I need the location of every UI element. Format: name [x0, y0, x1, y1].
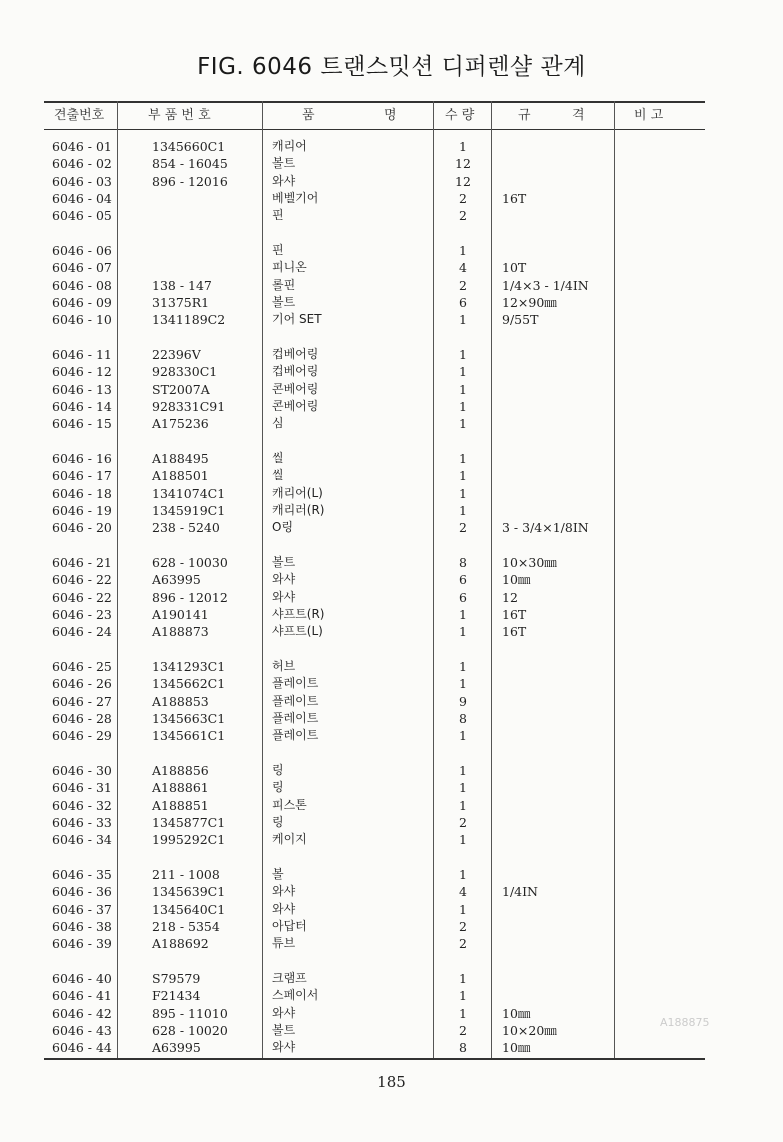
page-number: 185 — [377, 1073, 406, 1091]
part-name-cell: 볼트 — [272, 156, 296, 171]
ref-cell: 6046 - 03 — [52, 173, 112, 189]
table-row — [0, 589, 783, 606]
ref-cell: 6046 - 06 — [52, 243, 112, 258]
table-top-rule — [44, 101, 705, 103]
part-name-cell: 와샤 — [272, 173, 296, 188]
spec-cell: 10×30㎜ — [502, 554, 557, 570]
qty-cell: 8 — [459, 554, 467, 570]
spec-cell: 1/4×3 - 1/4IN — [502, 277, 589, 293]
part-number-cell: 854 - 16045 — [152, 156, 228, 172]
table-row — [0, 987, 783, 1004]
qty-cell: 1 — [459, 381, 467, 397]
table-row — [0, 675, 783, 692]
qty-cell: 1 — [459, 970, 467, 986]
table-row — [0, 606, 783, 623]
qty-cell: 9 — [459, 693, 467, 709]
ref-cell: 6046 - 31 — [52, 780, 112, 796]
ref-cell: 6046 - 17 — [52, 468, 112, 484]
ref-cell: 6046 - 37 — [52, 901, 112, 917]
table-row — [0, 797, 783, 814]
ref-cell: 6046 - 02 — [52, 156, 112, 172]
qty-cell: 6 — [459, 589, 467, 605]
header-part-number: 부 품 번 호 — [148, 108, 211, 123]
table-row — [0, 571, 783, 588]
spec-cell: 16T — [502, 191, 527, 206]
header-ref: 견출번호 — [54, 108, 105, 123]
part-number-cell: A188501 — [152, 468, 209, 484]
part-name-cell: 와샤 — [272, 1005, 296, 1020]
part-number-cell: 1345661C1 — [152, 728, 226, 744]
part-number-cell: 238 - 5240 — [152, 520, 220, 536]
part-name-cell: 플레이트 — [272, 676, 319, 691]
watermark: A188875 — [660, 1016, 710, 1029]
table-row — [0, 502, 783, 519]
ref-cell: 6046 - 18 — [52, 485, 112, 501]
part-name-cell: 크램프 — [272, 970, 307, 985]
part-number-cell: 1345640C1 — [152, 901, 226, 917]
qty-cell: 2 — [459, 1022, 467, 1038]
ref-cell: 6046 - 35 — [52, 866, 112, 882]
spec-cell: 12 — [502, 589, 518, 605]
table-row — [0, 918, 783, 935]
ref-cell: 6046 - 24 — [52, 624, 112, 640]
part-name-cell: 컵베어링 — [272, 347, 319, 361]
table-row — [0, 346, 783, 363]
part-name-cell: 와샤 — [272, 901, 296, 916]
part-number-cell: 928330C1 — [152, 364, 218, 380]
part-name-cell: 샤프트(L) — [272, 624, 323, 639]
ref-cell: 6046 - 21 — [52, 554, 112, 570]
part-name-cell: 롤핀 — [272, 277, 296, 292]
table-row — [0, 485, 783, 502]
qty-cell: 8 — [459, 1040, 467, 1056]
table-row — [0, 363, 783, 380]
part-number-cell: 1341074C1 — [152, 485, 226, 501]
ref-cell: 6046 - 32 — [52, 797, 112, 813]
qty-cell: 1 — [459, 468, 467, 484]
part-number-cell: A188853 — [152, 693, 209, 709]
qty-cell: 12 — [455, 156, 471, 172]
qty-cell: 4 — [459, 260, 467, 276]
header-name: 품 — [302, 108, 315, 123]
part-number-cell: 1345663C1 — [152, 710, 226, 726]
qty-cell: 2 — [459, 191, 467, 206]
part-number-cell: 31375R1 — [152, 295, 210, 310]
part-name-cell: 볼트 — [272, 295, 296, 309]
part-number-cell: 211 - 1008 — [152, 866, 220, 882]
qty-cell: 1 — [459, 676, 467, 692]
ref-cell: 6046 - 25 — [52, 658, 112, 674]
part-name-cell: 와샤 — [272, 589, 296, 604]
part-number-cell: 1341293C1 — [152, 658, 226, 674]
table-row — [0, 901, 783, 918]
part-name-cell: 플레이트 — [272, 693, 319, 708]
ref-cell: 6046 - 28 — [52, 710, 112, 726]
part-name-cell: 플레이트 — [272, 710, 319, 725]
part-number-cell: 1341189C2 — [152, 312, 226, 328]
part-name-cell: 캐리러(R) — [272, 502, 325, 517]
ref-cell: 6046 - 09 — [52, 295, 112, 310]
ref-cell: 6046 - 22 — [52, 589, 112, 605]
table-row — [0, 779, 783, 796]
table-row — [0, 1039, 783, 1056]
part-name-cell: 와샤 — [272, 572, 296, 587]
qty-cell: 1 — [459, 728, 467, 744]
table-row — [0, 658, 783, 675]
table-row — [0, 762, 783, 779]
ref-cell: 6046 - 19 — [52, 502, 112, 518]
table-row — [0, 207, 783, 224]
table-row — [0, 155, 783, 172]
ref-cell: 6046 - 13 — [52, 381, 112, 397]
qty-cell: 1 — [459, 502, 467, 518]
part-name-cell: 콘베어링 — [272, 398, 319, 413]
table-row — [0, 311, 783, 328]
part-number-cell: 1995292C1 — [152, 832, 226, 848]
part-name-cell: 볼 — [272, 866, 284, 881]
qty-cell: 1 — [459, 606, 467, 622]
part-name-cell: 튜브 — [272, 936, 296, 951]
qty-cell: 1 — [459, 347, 467, 362]
qty-cell: 1 — [459, 485, 467, 501]
spec-cell: 10㎜ — [502, 572, 531, 588]
qty-cell: 2 — [459, 520, 467, 536]
part-number-cell: S79579 — [152, 970, 201, 986]
part-number-cell: A63995 — [152, 572, 201, 588]
ref-cell: 6046 - 01 — [52, 139, 112, 154]
ref-cell: 6046 - 05 — [52, 208, 112, 224]
ref-cell: 6046 - 07 — [52, 260, 112, 276]
qty-cell: 1 — [459, 762, 467, 778]
page-title: FIG. 6046 트랜스밋션 디퍼렌샬 관계 — [197, 54, 586, 80]
part-name-cell: 링 — [272, 762, 284, 777]
ref-cell: 6046 - 27 — [52, 693, 112, 709]
part-number-cell: 628 - 10020 — [152, 1022, 228, 1038]
qty-cell: 1 — [459, 624, 467, 640]
part-number-cell: 218 - 5354 — [152, 918, 220, 934]
ref-cell: 6046 - 36 — [52, 884, 112, 900]
qty-cell: 1 — [459, 901, 467, 917]
ref-cell: 6046 - 42 — [52, 1005, 112, 1021]
part-name-cell: 링 — [272, 814, 284, 829]
qty-cell: 1 — [459, 797, 467, 813]
part-number-cell: 1345919C1 — [152, 502, 226, 518]
part-name-cell: 핀 — [272, 208, 284, 223]
spec-cell: 12×90㎜ — [502, 295, 557, 310]
ref-cell: 6046 - 23 — [52, 606, 112, 622]
part-name-cell: 기어 SET — [272, 312, 322, 327]
ref-cell: 6046 - 30 — [52, 762, 112, 778]
qty-cell: 4 — [459, 884, 467, 900]
qty-cell: 2 — [459, 918, 467, 934]
part-number-cell: 138 - 147 — [152, 277, 212, 293]
table-row — [0, 294, 783, 311]
ref-cell: 6046 - 29 — [52, 728, 112, 744]
ref-cell: 6046 - 14 — [52, 398, 112, 414]
table-row — [0, 883, 783, 900]
part-name-cell: 캐리어(L) — [272, 485, 323, 500]
part-number-cell: 22396V — [152, 347, 201, 362]
ref-cell: 6046 - 08 — [52, 277, 112, 293]
table-row — [0, 415, 783, 432]
spec-cell: 16T — [502, 606, 527, 622]
part-number-cell: A188873 — [152, 624, 209, 640]
spec-cell: 10㎜ — [502, 1040, 531, 1056]
qty-cell: 1 — [459, 450, 467, 466]
part-name-cell: 핀 — [272, 243, 284, 257]
header-spec-2: 격 — [572, 108, 585, 123]
part-number-cell: ST2007A — [152, 381, 210, 397]
header-note: 비 고 — [634, 108, 664, 123]
part-name-cell: 스페이서 — [272, 988, 319, 1003]
ref-cell: 6046 - 10 — [52, 312, 112, 328]
table-row — [0, 970, 783, 987]
part-number-cell: A175236 — [152, 416, 209, 432]
part-name-cell: 컵베어링 — [272, 364, 319, 379]
part-name-cell: 케이지 — [272, 832, 307, 847]
part-name-cell: 링 — [272, 780, 284, 795]
spec-cell: 9/55T — [502, 312, 539, 328]
table-row — [0, 190, 783, 207]
table-bottom-rule — [44, 1058, 705, 1060]
part-number-cell: F21434 — [152, 988, 201, 1004]
table-row — [0, 831, 783, 848]
ref-cell: 6046 - 16 — [52, 450, 112, 466]
part-name-cell: 와샤 — [272, 884, 296, 899]
ref-cell: 6046 - 11 — [52, 347, 112, 362]
table-row — [0, 814, 783, 831]
qty-cell: 1 — [459, 364, 467, 380]
table-row — [0, 450, 783, 467]
table-row — [0, 173, 783, 190]
part-name-cell: 베벨기어 — [272, 191, 319, 205]
qty-cell: 2 — [459, 208, 467, 224]
ref-cell: 6046 - 15 — [52, 416, 112, 432]
ref-cell: 6046 - 12 — [52, 364, 112, 380]
part-name-cell: 콘베어링 — [272, 381, 319, 396]
ref-cell: 6046 - 38 — [52, 918, 112, 934]
spec-cell: 10T — [502, 260, 527, 276]
part-number-cell: 1345877C1 — [152, 814, 226, 830]
ref-cell: 6046 - 26 — [52, 676, 112, 692]
part-name-cell: 피스톤 — [272, 797, 307, 812]
qty-cell: 1 — [459, 416, 467, 432]
part-number-cell: A188856 — [152, 762, 209, 778]
table-row — [0, 277, 783, 294]
qty-cell: 6 — [459, 295, 467, 310]
qty-cell: 1 — [459, 866, 467, 882]
part-number-cell: 896 - 12012 — [152, 589, 228, 605]
table-row — [0, 138, 783, 155]
ref-cell: 6046 - 34 — [52, 832, 112, 848]
table-row — [0, 935, 783, 952]
qty-cell: 1 — [459, 780, 467, 796]
ref-cell: 6046 - 43 — [52, 1022, 112, 1038]
qty-cell: 2 — [459, 277, 467, 293]
part-name-cell: 샤프트(R) — [272, 606, 325, 621]
qty-cell: 1 — [459, 398, 467, 414]
part-name-cell: O링 — [272, 520, 294, 535]
ref-cell: 6046 - 33 — [52, 814, 112, 830]
part-name-cell: 플레이트 — [272, 728, 319, 743]
qty-cell: 1 — [459, 312, 467, 328]
header-name-2: 명 — [384, 108, 397, 123]
header-spec: 규 — [518, 108, 531, 123]
qty-cell: 1 — [459, 658, 467, 674]
spec-cell: 10㎜ — [502, 1005, 531, 1021]
ref-cell: 6046 - 22 — [52, 572, 112, 588]
part-name-cell: 캐리어 — [272, 139, 307, 153]
ref-cell: 6046 - 04 — [52, 191, 112, 206]
part-name-cell: 아답터 — [272, 918, 307, 933]
part-number-cell: 896 - 12016 — [152, 173, 228, 189]
qty-cell: 1 — [459, 243, 467, 258]
ref-cell: 6046 - 20 — [52, 520, 112, 536]
part-name-cell: 피니온 — [272, 260, 307, 275]
part-name-cell: 씰 — [272, 450, 284, 465]
part-name-cell: 볼트 — [272, 554, 296, 569]
part-number-cell: A188861 — [152, 780, 209, 796]
part-number-cell: A63995 — [152, 1040, 201, 1056]
ref-cell: 6046 - 39 — [52, 936, 112, 952]
ref-cell: 6046 - 40 — [52, 970, 112, 986]
part-number-cell: A188851 — [152, 797, 209, 813]
qty-cell: 1 — [459, 139, 467, 154]
qty-cell: 1 — [459, 1005, 467, 1021]
qty-cell: 2 — [459, 936, 467, 952]
part-name-cell: 볼트 — [272, 1022, 296, 1037]
part-number-cell: 895 - 11010 — [152, 1005, 228, 1021]
part-name-cell: 심 — [272, 416, 284, 431]
spec-cell: 1/4IN — [502, 884, 538, 900]
qty-cell: 8 — [459, 710, 467, 726]
qty-cell: 6 — [459, 572, 467, 588]
table-row — [0, 519, 783, 536]
table-row — [0, 710, 783, 727]
table-row — [0, 381, 783, 398]
table-row — [0, 693, 783, 710]
qty-cell: 2 — [459, 814, 467, 830]
table-row — [0, 866, 783, 883]
table-row — [0, 467, 783, 484]
qty-cell: 12 — [455, 173, 471, 189]
spec-cell: 3 - 3/4×1/8IN — [502, 520, 589, 536]
qty-cell: 1 — [459, 832, 467, 848]
part-number-cell: A188692 — [152, 936, 209, 952]
part-name-cell: 와샤 — [272, 1040, 296, 1055]
header-qty: 수 량 — [445, 108, 475, 123]
part-number-cell: A188495 — [152, 450, 209, 466]
part-name-cell: 씰 — [272, 468, 284, 483]
table-row — [0, 259, 783, 276]
part-number-cell: 628 - 10030 — [152, 554, 228, 570]
part-number-cell: 928331C91 — [152, 398, 226, 414]
spec-cell: 16T — [502, 624, 527, 640]
ref-cell: 6046 - 44 — [52, 1040, 112, 1056]
spec-cell: 10×20㎜ — [502, 1022, 557, 1038]
qty-cell: 1 — [459, 988, 467, 1004]
table-row — [0, 554, 783, 571]
part-name-cell: 허브 — [272, 658, 296, 673]
table-row — [0, 242, 783, 259]
part-number-cell: 1345639C1 — [152, 884, 226, 900]
table-header-rule — [44, 129, 705, 130]
ref-cell: 6046 - 41 — [52, 988, 112, 1004]
part-number-cell: A190141 — [152, 606, 209, 622]
part-number-cell: 1345662C1 — [152, 676, 226, 692]
table-row — [0, 727, 783, 744]
part-number-cell: 1345660C1 — [152, 139, 226, 154]
table-row — [0, 398, 783, 415]
table-row — [0, 623, 783, 640]
